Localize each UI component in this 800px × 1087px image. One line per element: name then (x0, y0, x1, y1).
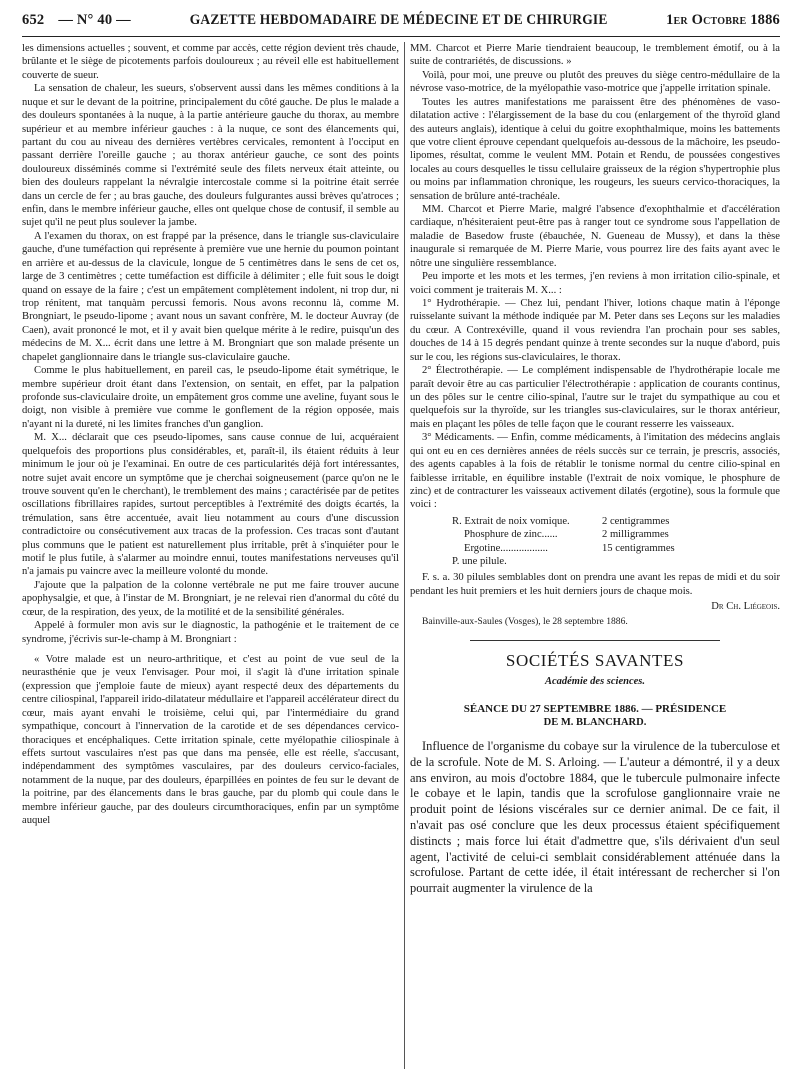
paragraph: 3° Médicaments. — Enfin, comme médicaments, à l'imitation des médecins anglais qui ont eu en ces dernières années de réels succès sur ce terrain, je prescris, associés, des agents capables à la fois de rétablir le tonisme normal du centre cilio-spinal en faiblesse irritable, en équilibre instable (l'extrait de noix vomique, le phosphure de zinc) et de contracturer les vaisseaux activement dilatés (ergotine), sous la formule que voici : (410, 432, 780, 511)
formula-row (452, 528, 780, 541)
section-subtitle: Académie des sciences. (544, 676, 645, 688)
formula-row (452, 542, 780, 555)
issue-number: — N° 40 — (58, 11, 131, 28)
header-rule (22, 36, 780, 37)
issue-date: 1er Octobre 1886 (666, 11, 780, 28)
section-divider (470, 640, 720, 641)
column-divider (404, 42, 405, 1069)
paragraph: Influence de l'organisme du cobaye sur la virulence de la tuberculose et de la scrofule. Note de M. S. Arloing. — L'auteur a démontré, il y a deux ans environ, au mois d'octobre 1884, que le tubercule pulmonaire infecte le cobaye et le lapin, tandis que la scrofulose ganglionnaire vraie ne produit point de lésions viscérales sur ce dernier animal. De ce fait, il n'avait pas osé conclure que les deux processus étaient spécifiquement distincts ; mais force lui était d'admettre que, s'ils dérivaient d'un seul agent, l'activité de celui-ci semblait considérablement atténuée dans la scrofulose. Partant de cette idée, il était intéressant de rechercher si l'on pourrait augmenter la virulence de la (410, 738, 780, 896)
journal-title: GAZETTE HEBDOMADAIRE DE MÉDECINE ET DE CHIRURGIE (189, 11, 608, 28)
paragraph: MM. Charcot et Pierre Marie tiendraient beaucoup, le tremblement émotif, ou à la suite de contrariétés, de discussions. » (410, 43, 780, 68)
paragraph: Appelé à formuler mon avis sur le diagnostic, la pathogénie et le traitement de ce syndrome, j'écrivis sur-le-champ à M. Brongniart : (22, 620, 399, 645)
dateline: Bainville-aux-Saules (Vosges), le 28 septembre 1886. (422, 615, 628, 627)
formula-row (452, 555, 780, 568)
formula-dose: 15 centigrammes (602, 542, 675, 554)
formula-row (452, 515, 780, 528)
author-signature: Dr Ch. Liégeois. (711, 601, 780, 613)
prescription-formula (452, 515, 780, 569)
paragraph: Comme le plus habituellement, en pareil cas, le pseudo-lipome était symétrique, le membre supérieur droit étant dans l'extension, on sentait, en effet, par la palpation profonde sus-claviculaire droite, un empâtement gros comme une aveline, fuyant sous le doigt, non visible à première vue comme le gonflement de la région opposée, mais n'ayant ni la dureté, ni les limites franches d'un ganglion. (22, 365, 399, 430)
formula-item: P. une pilule. (452, 556, 507, 568)
page-number: 652 (22, 11, 45, 28)
paragraph: J'ajoute que la palpation de la colonne vertébrale ne put me faire trouver aucune apophysalgie, et que, à l'instar de M. Brongniart, je ne relevai rien d'anormal du côté du cœur, de la respiration, des yeux, de la motilité et de la sensibilité générales. (22, 579, 399, 618)
formula-item: Phosphure de zinc...... (464, 529, 558, 541)
formula-dose: 2 milligrammes (602, 529, 669, 541)
paragraph: Peu importe et les mots et les termes, j'en reviens à mon irritation cilio-spinale, et voici comment je traiterais M. X... : (410, 271, 780, 296)
paragraph: 1° Hydrothérapie. — Chez lui, pendant l'hiver, lotions chaque matin à l'éponge ruisselante suivant la méthode indiquée par M. Peter dans ses Leçons sur les maladies du cœur. A Contrexéville, quand il vous reviendra l'an prochain pour ses sables, douches de 14 à 15 degrés pendant quinze à trente secondes sur la nuque d'abord, puis sur le cou, les régions sus-claviculaires, le thorax. (410, 298, 780, 363)
paragraph: M. X... déclarait que ces pseudo-lipomes, sans cause connue de lui, acquéraient quelquefois des proportions plus considérables, et, paraît-il, ils étaient réduits à leur minimum le jour où je l'examinai. En outre de ces particularités déjà fort intéressantes, notre sujet avait encore un symptôme que je cherchai soigneusement (parce qu'on ne le trouve souvent qu'en le cherchant), le tremblement des mains ; caractérisée par de petites oscillations fibrillaires rapides, surtout perceptibles à l'extrémité des doigts écartés, la trémulation, sans être accentuée, avait lieu notamment au cours d'une discussion contradictoire ou consécutivement aux tracas de la profession. Ces tracas sont d'autant plus communs que le patient est naturellement plus irritable, prêt à s'inquiéter pour le motif le plus futile, à s'alarmer au moindre ennui, toutes manifestations nerveuses qu'il n'a jamais pu vaincre avec la meilleure volonté du monde. (22, 432, 399, 578)
section-title: SOCIÉTÉS SAVANTES (505, 651, 685, 671)
formula-item: Ergotine.................. (464, 542, 548, 554)
paragraph: A l'examen du thorax, on est frappé par la présence, dans le triangle sus-claviculaire gauche, d'une tuméfaction qui représente à première vue une hernie du poumon pointant en arrière et au-dessus de la clavicule, longue de 5 centimètres dans le sens de cet os, large de 3 centimètres ; cette tuméfaction est difficile à délimiter ; elle fuit sous le doigt quand on essaye de la faire ; c'est un empâtement complètement indolent, ni trop dur, ni trop rénitent, mat tanquàm percussi femoris. Nous avons reconnu là, comme M. Brongniart, le pseudo-lipome ; avant nous un savant confrère, M. le docteur Auvray (de Caen), avait prononcé le mot, et il y avait bien quelque mérite à le redire, puisqu'un des médecins de M. X... écrit dans une lettre à M. Brongniart que son malade présente un chapelet ganglionnaire dans le triangle sus-claviculaire gauche. (22, 230, 399, 363)
formula-item: R. Extrait de noix vomique. (452, 515, 570, 527)
right-column (410, 42, 780, 897)
paragraph: F. s. a. 30 pilules semblables dont on prendra une avant les repas de midi et du soir pendant les huit premiers et les huit derniers jours de chaque mois. (410, 572, 780, 597)
session-heading: SÉANCE DU 27 SEPTEMBRE 1886. — PRÉSIDENCE (463, 702, 727, 715)
paragraph: La sensation de chaleur, les sueurs, s'observent aussi dans les mêmes conditions à la nuque et sur le devant de la poitrine, principalement du côté gauche. De plus le malade a des douleurs spontanées à la nuque, à la partie antérieure gauche du thorax, au membre supérieur et au membre inférieur gauches : à la nuque, ce sont des élancements qui, partant du cou au niveau des dernières vertèbres cervicales, remontent à l'occiput en passant derrière l'oreille gauche ; au thorax antérieur gauche, ce sont des points douloureux disséminés comme si l'extrémité seule des filets nerveux était atteinte, ou bien des douleurs rappelant la névralgie intercostale comme si la poitrine était serrée dans un cercle de fer ; au bras gauche, des douleurs fulgurantes aussi brèves qu'atroces ; enfin, dans le membre inférieur gauche, elles ont quelque chose de contusif, il semble au sujet qu'il ne peut plus soulever la jambe. (22, 83, 399, 229)
session-heading-2: DE M. BLANCHARD. (543, 716, 647, 728)
paragraph: Voilà, pour moi, une preuve ou plutôt des preuves du siège centro-médullaire de la névrose vaso-motrice, de la myélopathie vaso-motrice que j'appelle irritation spinale. (410, 69, 780, 95)
paragraph: Toutes les autres manifestations me paraissent être des phénomènes de vaso-dilatation active : l'élargissement de la base du cou (enlargement of the thyroïd gland des auteurs anglais), identique à celui du goitre exophthalmique, moins les battements que votre client éprouve cependant quelquefois au-dessous de la mâchoire, les pseudo-lipomes, résultat, comme le veulent MM. Potain et Rendu, de poussées congestives locales au cours desquelles le tissu cellulaire graisseux de la région s'hypertrophie plus ou moins par inflammation chronique, les rougeurs, les sueurs cervico-thoraciques, la sensation de brûlure anté-trachéale. (410, 96, 780, 202)
page-header (22, 6, 780, 34)
paragraph: « Votre malade est un neuro-arthritique, et c'est au point de vue seul de la neurasthénie que je veux l'envisager. Pour moi, il s'agit là d'une irritation spinale (expression que j'emploie faute de mieux) ayant respecté deux des départements du centre ciliospinal, l'appareil irido-dilatateur médullaire et l'appareil accélérateur direct du cœur, mais ayant envahi le troisième, celui qui, par l'intermédiaire du grand sympathique, concourt à l'innervation de la carotide et de ses dépendances cervico-thoraciques et encéphaliques. Cette irritation spinale, cette myélopathie ciliospinale à effets surtout vasculaires n'est pas que dans ma pensée, elle est réelle, s'accusant, indépendamment des symptômes vasculaires, par des douleurs cervico-faciales, notamment de la nuque, par des douleurs, éparpillées en pointes de feu sur le devant de la poitrine, par des élancements dans le bras gauche, par du plomb qui coule dans le membre inférieur gauche, par des douleurs circumthoraciques, enfin par un symptôme auquel (22, 653, 399, 827)
formula-dose: 2 centigrammes (602, 515, 670, 527)
paragraph: les dimensions actuelles ; souvent, et comme par accès, cette région devient très chaude, brûlante et le siège de picotements parfois douloureux ; au réveil elle est habituellement couverte de sueur. (22, 43, 399, 81)
left-column (22, 42, 399, 827)
paragraph: MM. Charcot et Pierre Marie, malgré l'absence d'exophthalmie et d'accélération cardiaque, n'hésiteraient peut-être pas à ranger tout ce syndrome sous l'appellation de maladie de Basedow fruste (ébauchée, N. Gueneau de Mussy), et dans la thèse inaugurale si remarquée de M. Pierre Marie, vous pourrez lire des faits ayant avec le nôtre une singulière ressemblance. (410, 204, 780, 269)
paragraph: 2° Électrothérapie. — Le complément indispensable de l'hydrothérapie locale me paraît devoir être au cas particulier l'électrothérapie : application de courants continus, un des pôles sur le centre cilio-spinal, l'autre sur le trajet du sympathique au cou et quelquefois sur la thyroïde, sur les triangles sus-claviculaires, sur le thorax antérieur, mais en plaçant les pôles de telle façon que le courant resserre les vaisseaux. (410, 365, 780, 430)
